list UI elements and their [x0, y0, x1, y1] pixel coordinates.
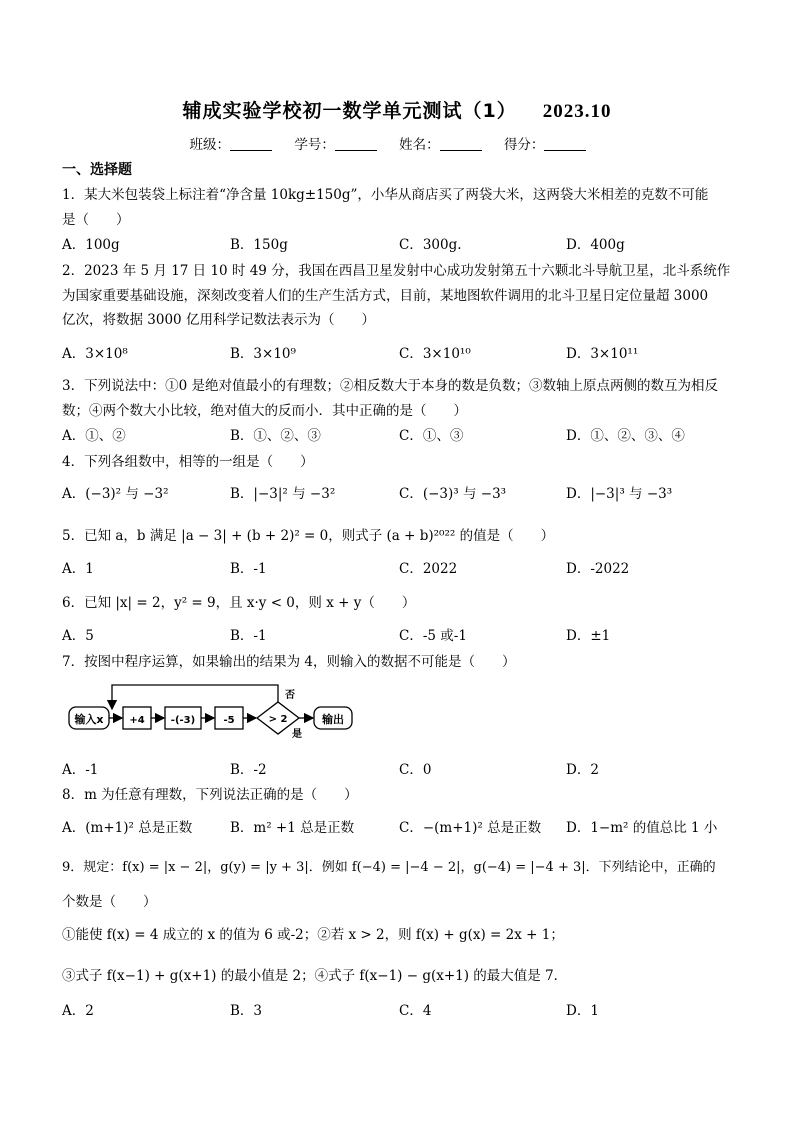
option-c[interactable]: C．-5 或-1 — [399, 628, 467, 644]
option-a[interactable]: A．(−3)² 与 −3² — [62, 486, 169, 502]
question-4-options — [62, 482, 752, 504]
option-b[interactable]: B．|−3|² 与 −3² — [230, 486, 336, 502]
question-2-options — [62, 342, 752, 364]
option-d[interactable]: D．3×10¹¹ — [566, 346, 639, 362]
name-label: 姓名： — [399, 137, 440, 153]
score-label: 得分： — [503, 137, 545, 153]
id-field[interactable] — [335, 150, 377, 151]
option-b[interactable]: B．-1 — [230, 628, 267, 644]
question-9-text-4: ③式子 f(x−1) + g(x+1) 的最小值是 2；④式子 f(x−1) − g(x+1) 的最大值是 7． — [62, 968, 568, 984]
student-info-row — [0, 133, 794, 153]
question-3-text-2: 数；④两个数大小比较，绝对值大的反而小．其中正确的是（ ） — [62, 403, 467, 419]
question-8-text: 8．m 为任意有理数，下列说法正确的是（ ） — [62, 787, 358, 803]
page-title: 辅成实验学校初一数学单元测试（1） 2023.10 — [182, 100, 612, 122]
class-field[interactable] — [230, 150, 272, 151]
step-2-label: -(-3) — [170, 715, 196, 726]
question-8-options — [62, 816, 752, 838]
option-d[interactable]: D．|−3|³ 与 −3³ — [566, 486, 673, 502]
question-7-text: 7．按图中程序运算，如果输出的结果为 4，则输入的数据不可能是（ ） — [62, 654, 516, 670]
option-d[interactable]: D．±1 — [566, 628, 611, 644]
test-date: 2023.10 — [542, 101, 612, 122]
question-9-text-2: 个数是（ ） — [62, 894, 157, 910]
question-5-options — [62, 557, 752, 579]
option-d[interactable]: D．1−m² 的值总比 1 小 — [566, 820, 718, 836]
yes-label: 是 — [292, 729, 302, 739]
score-field[interactable] — [544, 150, 586, 151]
question-6-options — [62, 624, 752, 646]
question-7-options — [62, 758, 752, 780]
option-d[interactable]: D．-2022 — [566, 561, 630, 577]
loop-arrow — [112, 685, 278, 709]
option-c[interactable]: C．−(m+1)² 总是正数 — [399, 820, 542, 836]
question-9-options — [62, 999, 752, 1021]
option-b[interactable]: B．3 — [230, 1003, 263, 1019]
option-d[interactable]: D．400g — [566, 237, 625, 253]
question-5-text: 5．已知 a，b 满足 |a − 3| + (b + 2)² = 0，则式子 (a + b)²⁰²² 的值是（ ） — [62, 528, 555, 544]
question-9-text-3: ①能使 f(x) = 4 成立的 x 的值为 6 或-2；②若 x > 2，则 f(x) + g(x) = 2x + 1； — [62, 927, 564, 943]
option-d[interactable]: D．2 — [566, 762, 599, 778]
question-4-text: 4．下列各组数中，相等的一组是（ ） — [62, 454, 314, 470]
question-3-options — [62, 424, 752, 446]
question-2-text-3: 亿次，将数据 3000 亿用科学记数法表示为（ ） — [62, 312, 375, 328]
id-label: 学号： — [294, 137, 335, 153]
option-c[interactable]: C．300g. — [399, 237, 462, 253]
option-a[interactable]: A．3×10⁸ — [62, 346, 128, 362]
question-2-text: 2．2023 年 5 月 17 日 10 时 49 分，我国在西昌卫星发射中心成功发射第五十六颗北斗导航卫星，北斗系统作 — [62, 263, 731, 279]
option-a[interactable]: A．100g — [62, 237, 120, 253]
option-a[interactable]: A．-1 — [62, 762, 99, 778]
class-label: 班级： — [189, 137, 231, 153]
question-9-text: 9．规定：f(x) = |x − 2|，g(y) = |y + 3|．例如 f(−4) = |−4 − 2|，g(−4) = |−4 + 3|．下列结论中，正确的 — [62, 860, 716, 875]
option-a[interactable]: A．2 — [62, 1003, 94, 1019]
option-c[interactable]: C．3×10¹⁰ — [399, 346, 471, 362]
question-1-text: 1．某大米包装袋上标注着“净含量 10kg±150g”，小华从商店买了两袋大米，这两袋大米相差的克数不可能 — [62, 187, 709, 203]
option-b[interactable]: B．-2 — [230, 762, 267, 778]
name-field[interactable] — [440, 150, 482, 151]
option-b[interactable]: B．①、②、③ — [230, 428, 321, 444]
option-b[interactable]: B．3×10⁹ — [230, 346, 296, 362]
option-a[interactable]: A．(m+1)² 总是正数 — [62, 820, 193, 836]
program-flowchart — [66, 683, 356, 743]
option-d[interactable]: D．1 — [566, 1003, 599, 1019]
no-label: 否 — [285, 690, 295, 701]
option-b[interactable]: B．-1 — [230, 561, 267, 577]
step-1-label: +4 — [129, 715, 145, 726]
question-2-text-2: 为国家重要基础设施，深刻改变着人们的生产生活方式，目前，某地图软件调用的北斗卫星日定位量超 3000 — [62, 288, 709, 304]
option-c[interactable]: C．(−3)³ 与 −3³ — [399, 486, 507, 502]
option-a[interactable]: A．5 — [62, 628, 94, 644]
step-3-label: -5 — [223, 715, 235, 726]
option-a[interactable]: A．1 — [62, 561, 94, 577]
question-1-text-2: 是（ ） — [62, 212, 130, 228]
decision-label: > 2 — [268, 714, 288, 725]
option-b[interactable]: B．m² +1 总是正数 — [230, 820, 355, 836]
option-b[interactable]: B．150g — [230, 237, 288, 253]
option-c[interactable]: C．①、③ — [399, 428, 464, 444]
option-a[interactable]: A．①、② — [62, 428, 126, 444]
section-heading: 一、选择题 — [62, 162, 132, 178]
input-label: 输入x — [74, 713, 104, 726]
option-c[interactable]: C．4 — [399, 1003, 432, 1019]
question-6-text: 6．已知 |x| = 2，y² = 9，且 x·y < 0，则 x + y（ ） — [62, 595, 416, 611]
question-3-text: 3．下列说法中：①0 是绝对值最小的有理数；②相反数大于本身的数是负数；③数轴上原点两侧的数互为相反 — [62, 378, 718, 394]
output-label: 输出 — [322, 713, 344, 726]
question-1-options — [62, 233, 752, 255]
option-c[interactable]: C．2022 — [399, 561, 458, 577]
option-c[interactable]: C．0 — [399, 762, 432, 778]
option-d[interactable]: D．①、②、③、④ — [566, 428, 685, 444]
